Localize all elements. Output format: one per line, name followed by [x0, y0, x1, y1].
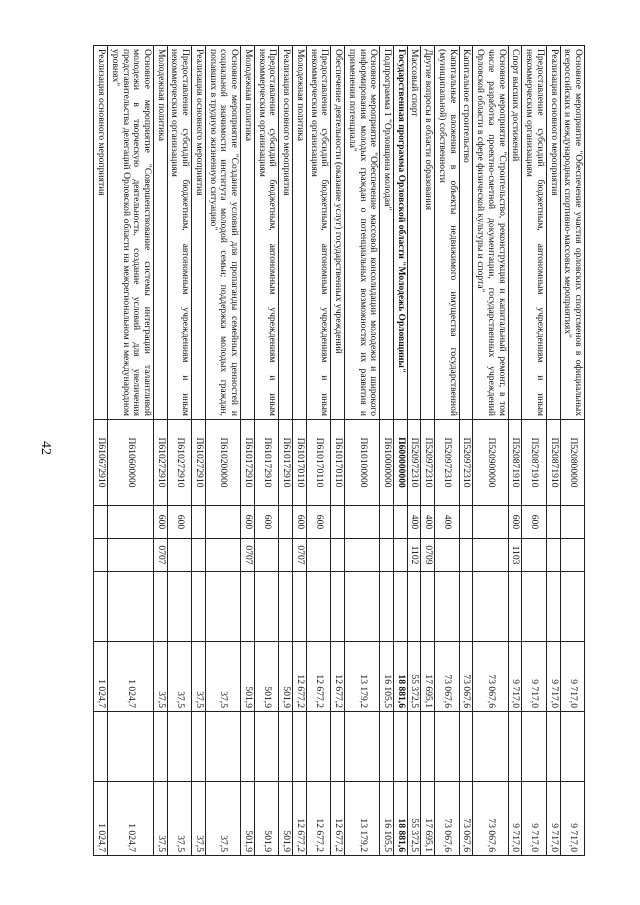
row-value-4: 12 677,2	[306, 782, 330, 856]
row-section	[473, 539, 508, 572]
table-row	[345, 46, 380, 856]
row-value-1	[205, 572, 240, 642]
row-value-4: 37,5	[192, 782, 206, 856]
row-name: Основное мероприятие "Строительство, реконструкция и капитальный ремонт, в том числе разработка проектно-сметной документации, государственных учреждений Орловской области в сфере физической культуры и спорта"	[473, 46, 508, 420]
row-value-1	[241, 572, 255, 642]
table-row	[421, 46, 435, 856]
row-value-2: 9 717,0	[508, 642, 522, 712]
row-value-3	[154, 712, 168, 782]
row-value-2: 73 067,6	[435, 642, 459, 712]
rotated-table-wrapper	[55, 45, 585, 855]
row-expense-type	[546, 506, 560, 539]
table-row	[192, 46, 206, 856]
row-expense-type: 600	[154, 506, 168, 539]
row-value-2: 73 067,6	[459, 642, 473, 712]
row-value-2: 501,9	[241, 642, 255, 712]
row-code: П610000000	[380, 420, 394, 506]
row-value-1	[192, 572, 206, 642]
row-value-1	[293, 572, 307, 642]
row-value-1	[306, 572, 330, 642]
row-value-1	[345, 572, 380, 642]
row-expense-type	[560, 506, 584, 539]
row-value-1	[546, 572, 560, 642]
row-value-4: 55 372,5	[407, 782, 421, 856]
row-code: П520900000	[473, 420, 508, 506]
table-row	[393, 46, 407, 856]
row-expense-type	[459, 506, 473, 539]
row-section: 0707	[154, 539, 168, 572]
row-section	[546, 539, 560, 572]
row-section	[254, 539, 278, 572]
row-value-1	[94, 572, 108, 642]
table-body	[94, 46, 585, 856]
row-section	[393, 539, 407, 572]
row-value-1	[108, 572, 154, 642]
row-section	[459, 539, 473, 572]
row-value-3	[473, 712, 508, 782]
row-expense-type	[205, 506, 240, 539]
row-value-2: 9 717,0	[560, 642, 584, 712]
row-expense-type: 600	[508, 506, 522, 539]
table-row	[254, 46, 278, 856]
row-value-2: 13 179,2	[345, 642, 380, 712]
row-section	[306, 539, 330, 572]
row-value-4: 37,5	[167, 782, 191, 856]
row-name: Реализация основного мероприятия	[94, 46, 108, 420]
row-name: Молодежная политика	[241, 46, 255, 420]
table-row	[546, 46, 560, 856]
table-row	[380, 46, 394, 856]
row-value-3	[331, 712, 345, 782]
row-name: Подпрограмма 1 "Орловщина молодая"	[380, 46, 394, 420]
row-value-2: 37,5	[205, 642, 240, 712]
row-section: 1103	[508, 539, 522, 572]
row-name: Предоставление субсидий бюджетным, автономным учреждениям и иным некоммерческим организациям	[254, 46, 278, 420]
table-row	[167, 46, 191, 856]
row-value-1	[279, 572, 293, 642]
row-code: П520871910	[546, 420, 560, 506]
row-value-3	[108, 712, 154, 782]
row-code: П610272910	[167, 420, 191, 506]
row-name: Основное мероприятие "Обеспечение массовой консолидации молодежи и широкого информирования молодых граждан о потенциальных возможностях их развития и применения потенциала"	[345, 46, 380, 420]
row-expense-type	[192, 506, 206, 539]
row-value-2: 73 067,6	[473, 642, 508, 712]
row-value-3	[393, 712, 407, 782]
row-name: Реализация основного мероприятия	[546, 46, 560, 420]
row-value-1	[331, 572, 345, 642]
row-section	[94, 539, 108, 572]
row-expense-type: 600	[167, 506, 191, 539]
row-value-3	[279, 712, 293, 782]
table-row	[508, 46, 522, 856]
row-expense-type: 400	[421, 506, 435, 539]
row-name: Основное мероприятие "Совершенствование системы интеграции талантливой молодежи в творческую деятельность, создание условий для увеличения представительства делегаций Орловской области на межрегиональном и международном уровнях"	[108, 46, 154, 420]
row-section	[167, 539, 191, 572]
row-name: Молодежная политика	[154, 46, 168, 420]
row-value-1	[380, 572, 394, 642]
row-section	[522, 539, 546, 572]
row-section	[345, 539, 380, 572]
row-value-2: 9 717,0	[522, 642, 546, 712]
row-name: Предоставление субсидий бюджетным, автономным учреждениям и иным некоммерческим организациям	[306, 46, 330, 420]
row-name: Реализация основного мероприятия	[279, 46, 293, 420]
row-value-1	[435, 572, 459, 642]
row-value-1	[154, 572, 168, 642]
row-value-4: 9 717,0	[522, 782, 546, 856]
row-value-4: 501,9	[241, 782, 255, 856]
row-value-2: 501,9	[279, 642, 293, 712]
row-code: П610170110	[293, 420, 307, 506]
table-row	[94, 46, 108, 856]
row-value-4: 9 717,0	[546, 782, 560, 856]
row-value-2: 1 024,7	[108, 642, 154, 712]
row-code: П520972310	[435, 420, 459, 506]
table-row	[473, 46, 508, 856]
row-value-3	[241, 712, 255, 782]
row-expense-type: 400	[435, 506, 459, 539]
row-name: Предоставление субсидий бюджетным, автономным учреждениям и иным некоммерческим организациям	[167, 46, 191, 420]
row-name: Предоставление субсидий бюджетным, автономным учреждениям и иным некоммерческим организациям	[522, 46, 546, 420]
row-value-3	[459, 712, 473, 782]
row-value-3	[167, 712, 191, 782]
row-value-1	[459, 572, 473, 642]
page-number: 42	[38, 441, 53, 455]
row-section	[279, 539, 293, 572]
row-value-3	[560, 712, 584, 782]
row-value-3	[522, 712, 546, 782]
row-value-2: 37,5	[167, 642, 191, 712]
row-section	[380, 539, 394, 572]
row-code: П520972310	[459, 420, 473, 506]
row-name: Массовый спорт	[407, 46, 421, 420]
row-name: Государственная программа Орловской области "Молодежь Орловщины"	[393, 46, 407, 420]
row-expense-type: 600	[522, 506, 546, 539]
table-row	[306, 46, 330, 856]
row-value-1	[421, 572, 435, 642]
row-value-2: 501,9	[254, 642, 278, 712]
row-expense-type: 600	[306, 506, 330, 539]
row-value-3	[293, 712, 307, 782]
table-row	[331, 46, 345, 856]
row-value-4: 501,9	[279, 782, 293, 856]
row-value-2: 37,5	[192, 642, 206, 712]
row-code: П520972310	[407, 420, 421, 506]
table-row	[435, 46, 459, 856]
row-code: П520871910	[522, 420, 546, 506]
table-row	[241, 46, 255, 856]
row-value-4: 12 677,2	[331, 782, 345, 856]
row-value-1	[393, 572, 407, 642]
row-name: Спорт высших достижений	[508, 46, 522, 420]
row-value-3	[94, 712, 108, 782]
row-value-2: 1 024,7	[94, 642, 108, 712]
row-value-1	[167, 572, 191, 642]
table-row	[407, 46, 421, 856]
row-code: П610170110	[331, 420, 345, 506]
row-value-2: 55 372,5	[407, 642, 421, 712]
row-code: П520800000	[560, 420, 584, 506]
row-value-4: 12 677,2	[293, 782, 307, 856]
row-name: Обеспечение деятельности (оказание услуг) государственных учреждений	[331, 46, 345, 420]
row-name: Основное мероприятие "Обеспечение участия орловских спортсменов в официальных всероссийских и международных спортивно-массовых мероприятиях"	[560, 46, 584, 420]
row-code: П610172910	[241, 420, 255, 506]
table-row	[459, 46, 473, 856]
row-value-4: 1 024,7	[94, 782, 108, 856]
row-value-4: 18 881,6	[393, 782, 407, 856]
row-code: П520972310	[421, 420, 435, 506]
row-value-4: 9 717,0	[560, 782, 584, 856]
row-section: 1102	[407, 539, 421, 572]
row-value-4: 13 179,2	[345, 782, 380, 856]
row-value-1	[522, 572, 546, 642]
row-section	[205, 539, 240, 572]
row-code: П610272910	[192, 420, 206, 506]
row-expense-type	[393, 506, 407, 539]
row-value-2: 12 677,2	[306, 642, 330, 712]
row-value-4: 501,9	[254, 782, 278, 856]
row-section	[108, 539, 154, 572]
row-value-2: 37,5	[154, 642, 168, 712]
row-value-1	[407, 572, 421, 642]
row-value-4: 17 695,1	[421, 782, 435, 856]
row-code: П610100000	[345, 420, 380, 506]
row-code: П610170110	[306, 420, 330, 506]
row-section: 0709	[421, 539, 435, 572]
row-code: П520871910	[508, 420, 522, 506]
row-name: Реализация основного мероприятия	[192, 46, 206, 420]
row-name: Основное мероприятие "Создание условий для пропаганды семейных ценностей и социальной значимости института молодой семьи; поддержка молодых граждан, попавших в трудную жизненную ситуацию"	[205, 46, 240, 420]
row-value-3	[306, 712, 330, 782]
row-value-1	[560, 572, 584, 642]
row-section	[560, 539, 584, 572]
row-code: П610200000	[205, 420, 240, 506]
row-code: П610272910	[154, 420, 168, 506]
row-code: П610172910	[279, 420, 293, 506]
row-value-4: 37,5	[205, 782, 240, 856]
row-value-3	[205, 712, 240, 782]
table-row	[279, 46, 293, 856]
row-expense-type	[331, 506, 345, 539]
table-row	[154, 46, 168, 856]
table-row	[205, 46, 240, 856]
row-value-3	[380, 712, 394, 782]
row-code: П610172910	[254, 420, 278, 506]
budget-table	[93, 45, 585, 856]
row-value-3	[546, 712, 560, 782]
row-value-3	[508, 712, 522, 782]
row-value-4: 1 024,7	[108, 782, 154, 856]
row-value-2: 12 677,2	[293, 642, 307, 712]
row-section	[192, 539, 206, 572]
table-row	[108, 46, 154, 856]
row-expense-type	[94, 506, 108, 539]
table-row	[522, 46, 546, 856]
row-section	[435, 539, 459, 572]
table-row	[293, 46, 307, 856]
row-value-4: 73 067,6	[473, 782, 508, 856]
row-value-1	[508, 572, 522, 642]
row-value-4: 73 067,6	[459, 782, 473, 856]
row-value-3	[192, 712, 206, 782]
row-value-4: 37,5	[154, 782, 168, 856]
row-value-3	[421, 712, 435, 782]
row-expense-type	[345, 506, 380, 539]
row-expense-type	[108, 506, 154, 539]
row-expense-type: 600	[293, 506, 307, 539]
table-row	[560, 46, 584, 856]
row-value-2: 17 695,1	[421, 642, 435, 712]
row-name: Другие вопросы в области образования	[421, 46, 435, 420]
row-value-2: 12 677,2	[331, 642, 345, 712]
row-name: Молодежная политика	[293, 46, 307, 420]
row-name: Капитальные вложения в объекты недвижимого имущества государственной (муниципальной) собственности	[435, 46, 459, 420]
row-value-4: 73 067,6	[435, 782, 459, 856]
row-expense-type: 600	[241, 506, 255, 539]
row-value-2: 9 717,0	[546, 642, 560, 712]
row-value-1	[473, 572, 508, 642]
row-value-3	[345, 712, 380, 782]
row-value-2: 16 105,5	[380, 642, 394, 712]
row-code: П600000000	[393, 420, 407, 506]
row-code: П610672910	[94, 420, 108, 506]
row-name: Капитальное строительство	[459, 46, 473, 420]
row-section	[331, 539, 345, 572]
row-expense-type	[473, 506, 508, 539]
row-value-4: 16 105,5	[380, 782, 394, 856]
row-code: П610600000	[108, 420, 154, 506]
row-section: 0707	[293, 539, 307, 572]
row-value-4: 9 717,0	[508, 782, 522, 856]
row-section: 0707	[241, 539, 255, 572]
row-value-3	[254, 712, 278, 782]
row-value-3	[407, 712, 421, 782]
row-expense-type	[279, 506, 293, 539]
row-expense-type: 600	[254, 506, 278, 539]
row-expense-type: 400	[407, 506, 421, 539]
row-expense-type	[380, 506, 394, 539]
row-value-2: 18 881,6	[393, 642, 407, 712]
row-value-1	[254, 572, 278, 642]
row-value-3	[435, 712, 459, 782]
